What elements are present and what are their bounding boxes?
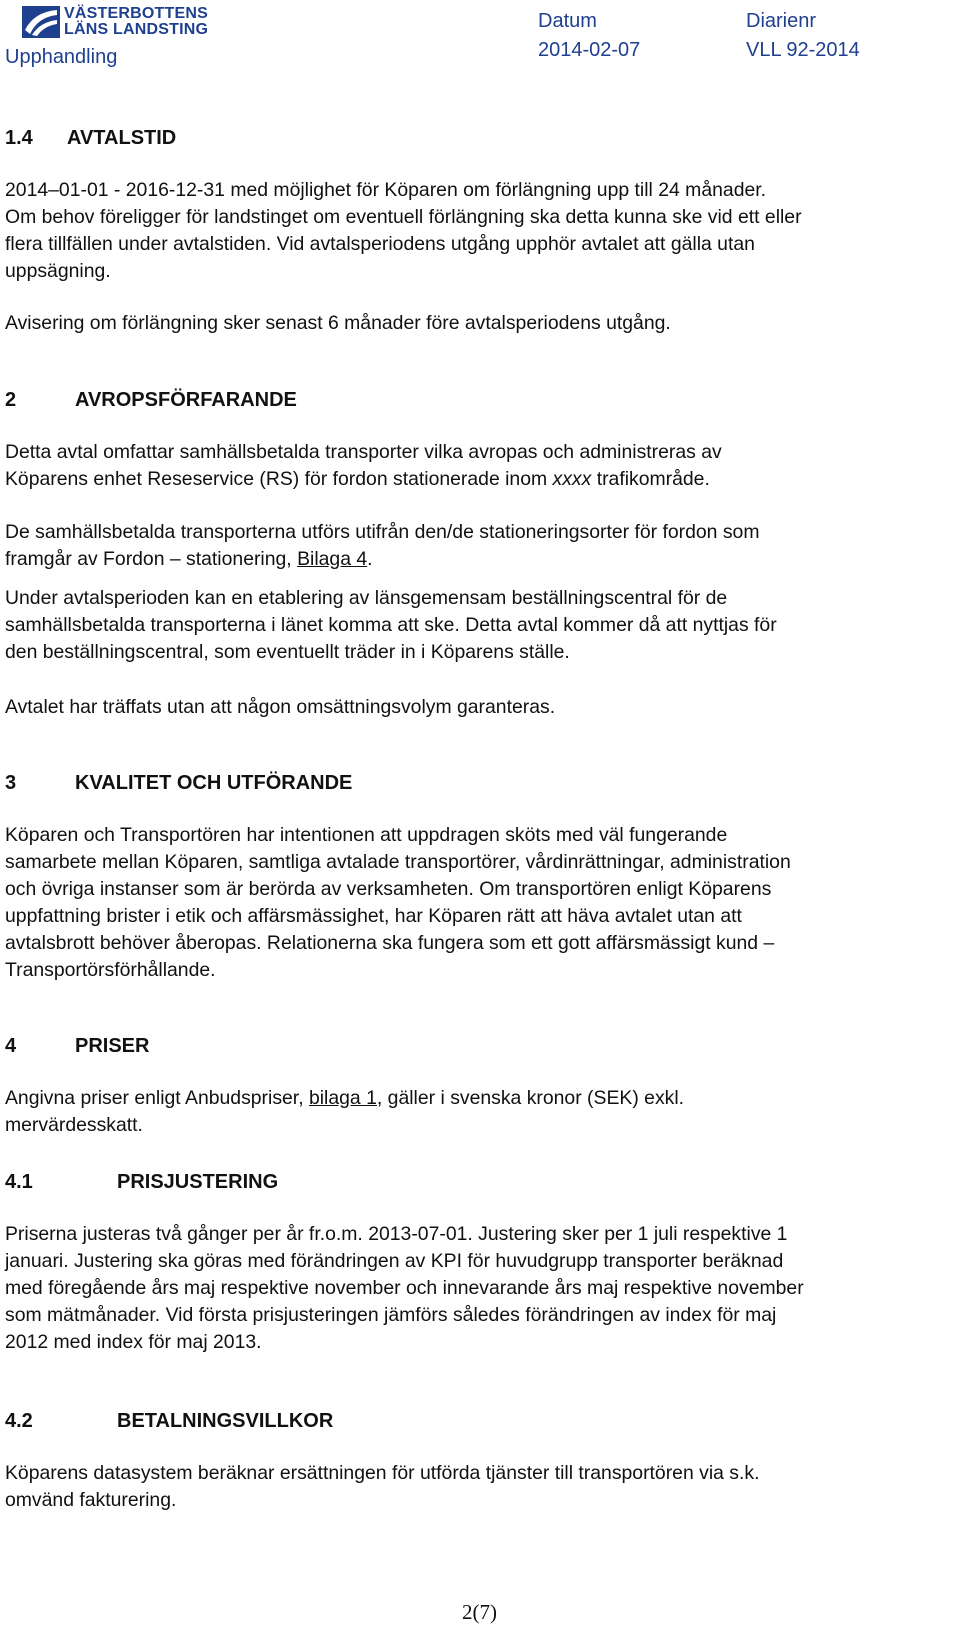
date-label: Datum [538,10,597,32]
text-line: Köparen och Transportören har intentionen att uppdragen sköts med väl fungerande [5,824,728,846]
section-heading-kvalitet [5,772,352,795]
priser-paragraph [5,1085,684,1139]
bilaga-4-link[interactable]: Bilaga 4 [297,548,368,570]
section-heading-betalningsvillkor [5,1410,333,1433]
reg-number-value: VLL 92-2014 [746,39,860,61]
text-line: januari. Justering ska göras med förändringen av KPI för huvudgrupp transporter beräknad [5,1250,784,1272]
text-line [5,466,722,493]
text-line: den beställningscentral, som eventuellt träder in i Köparens ställe. [5,641,570,663]
avrop-paragraph-1 [5,439,722,493]
kvalitet-paragraph [5,822,791,984]
text-line: Priserna justeras två gånger per år fr.o.m. 2013-07-01. Justering sker per 1 juli respektive 1 [5,1223,788,1245]
text-line: 2012 med index för maj 2013. [5,1331,262,1353]
text-line: samhällsbetalda transporterna i länet komma att ske. Detta avtal kommer då att nyttjas för [5,614,777,636]
section-number: 1.4 [5,127,33,149]
text-line: 2014–01-01 - 2016-12-31 med möjlighet för Köparen om förlängning upp till 24 månader. [5,179,767,201]
text-run: , gäller i svenska kronor (SEK) exkl. [376,1087,685,1109]
avrop-paragraph-3 [5,585,777,666]
section-title: PRISJUSTERING [117,1171,279,1193]
org-name [64,6,208,38]
text-line [5,546,759,573]
org-name-line2: LÄNS LANDSTING [64,21,209,38]
text-line: mervärdesskatt. [5,1114,143,1136]
text-line: Under avtalsperioden kan en etablering av länsgemensam beställningscentral för de [5,587,728,609]
text-run: Angivna priser enligt Anbudspriser, [5,1087,309,1109]
section-number: 4 [5,1035,17,1057]
text-line: uppsägning. [5,260,111,282]
page-number: 2(7) [462,1600,497,1624]
text-line: Köparens datasystem beräknar ersättningen för utförda tjänster till transportören via s.k. [5,1462,760,1484]
section-number: 4.1 [5,1171,33,1193]
text-line: De samhällsbetalda transporterna utförs utifrån den/de stationeringsorter för fordon som [5,521,760,543]
section-heading-prisjustering [5,1171,278,1194]
text-line: och övriga instanser som är berörda av verksamheten. Om transportören enligt Köparens [5,878,772,900]
text-line: omvänd fakturering. [5,1489,177,1511]
department-label: Upphandling [5,46,118,68]
section-title: KVALITET OCH UTFÖRANDE [75,772,353,794]
section-title: AVTALSTID [67,127,177,149]
avisering-paragraph: Avisering om förlängning sker senast 6 månader före avtalsperiodens utgång. [5,312,671,334]
avtalstid-paragraph [5,177,802,285]
text-run: . [367,548,373,570]
section-heading-priser [5,1035,149,1058]
text-run: framgår av Fordon – stationering, [5,548,298,570]
landsting-emblem-icon [22,6,60,38]
betalningsvillkor-paragraph [5,1460,759,1514]
text-line: Om behov föreligger för landstinget om eventuell förlängning ska detta kunna ske vid ett eller [5,206,802,228]
placeholder-area: xxxx [552,468,592,490]
text-run: trafikområde. [591,468,710,490]
section-number: 3 [5,772,17,794]
text-line: som mätmånader. Vid första prisjusteringen jämförs således förändringen av index för maj [5,1304,777,1326]
section-title: AVROPSFÖRFARANDE [75,389,297,411]
text-line: uppfattning brister i etik och affärsmässighet, har Köparen rätt att häva avtalet utan att [5,905,742,927]
date-value: 2014-02-07 [538,39,641,61]
section-title: PRISER [75,1035,150,1057]
bilaga-1-link[interactable]: bilaga 1 [308,1087,377,1109]
org-logo [22,6,242,40]
text-line: Transportörsförhållande. [5,959,216,981]
text-run: Köparens enhet Reseservice (RS) för fordon stationerade inom [5,468,553,490]
section-heading-avropsforfarande [5,389,297,412]
section-number: 2 [5,389,17,411]
reg-number-label: Diarienr [746,10,817,32]
avrop-paragraph-2 [5,519,759,573]
section-number: 4.2 [5,1410,33,1432]
text-line [5,1085,684,1112]
section-heading-avtalstid [5,127,176,150]
section-title: BETALNINGSVILLKOR [117,1410,334,1432]
text-line: flera tillfällen under avtalstiden. Vid avtalsperiodens utgång upphör avtalet att gälla utan [5,233,755,255]
text-line: avtalsbrott behöver åberopas. Relationerna ska fungera som ett gott affärsmässigt kund – [5,932,775,954]
text-line: samarbete mellan Köparen, samtliga avtalade transportörer, vårdinrättningar, administration [5,851,791,873]
text-line: Detta avtal omfattar samhällsbetalda transporter vilka avropas och administreras av [5,441,722,463]
avrop-paragraph-4: Avtalet har träffats utan att någon omsättningsvolym garanteras. [5,696,556,718]
text-line: med föregående års maj respektive november och innevarande års maj respektive november [5,1277,804,1299]
prisjustering-paragraph [5,1221,804,1356]
org-name-line1: VÄSTERBOTTENS [64,5,208,22]
